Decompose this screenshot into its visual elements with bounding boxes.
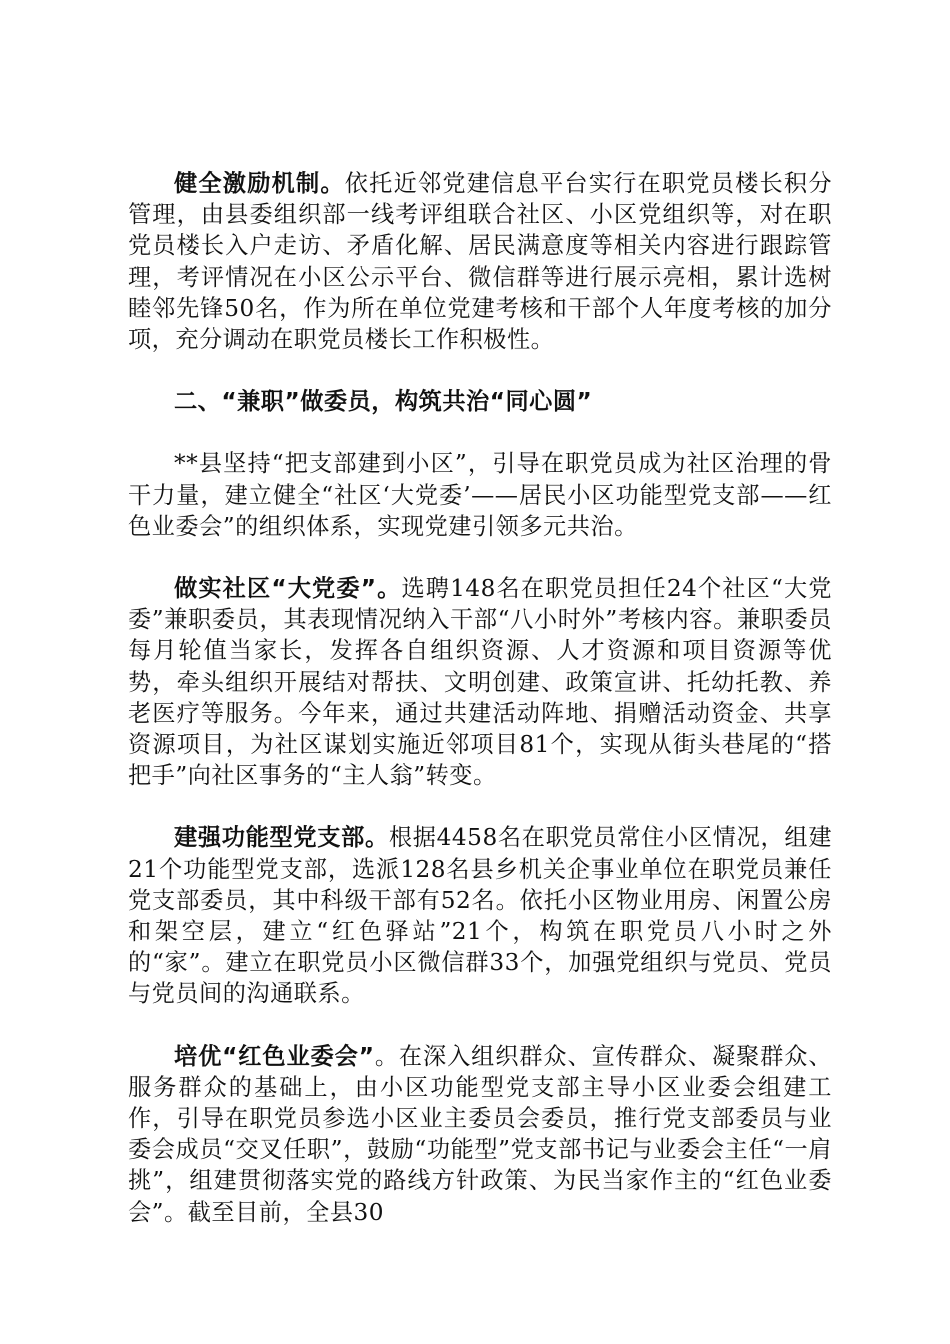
- document-page: [128, 168, 832, 1228]
- paragraph-text: 根据4458名在职党员常住小区情况，组建21个功能型党支部，选派128名县乡机关企事业单位在职党员兼任党支部委员，其中科级干部有52名。依托小区物业用房、闲置公房和架空层，建立“红色驿站”21个，构筑在职党员八小时之外的“家”。建立在职党员小区微信群33个，加强党组织与党员、党员与党员间的沟通联系。: [128, 824, 833, 1008]
- paragraph-text: 依托近邻党建信息平台实行在职党员楼长积分管理，由县委组织部一线考评组联合社区、小区党组织等，对在职党员楼长入户走访、矛盾化解、居民满意度等相关内容进行跟踪管理，考评情况在小区公示平台、微信群等进行展示亮相，累计选树睦邻先锋50名，作为所在单位党建考核和干部个人年度考核的加分项，充分调动在职党员楼长工作积极性。: [128, 170, 833, 354]
- paragraph-lead: 培优“红色业委会”: [174, 1042, 375, 1070]
- paragraph-text: **县坚持“把支部建到小区”，引导在职党员成为社区治理的骨干力量，建立健全“社区‘大党委’——居民小区功能型党支部——红色业委会”的组织体系，实现党建引领多元共治。: [128, 450, 832, 540]
- paragraph-community-party-committee: [128, 573, 832, 791]
- paragraph-lead: 做实社区“大党委”。: [174, 575, 402, 603]
- paragraph-county-overview: [128, 448, 832, 542]
- paragraph-incentive-mechanism: [128, 168, 832, 355]
- section-heading-two: 二、“兼职”做委员，构筑共治“同心圆”: [174, 388, 593, 416]
- paragraph-functional-branch: [128, 822, 832, 1009]
- paragraph-text: 选聘148名在职党员担任24个社区“大党委”兼职委员，其表现情况纳入干部“八小时外”考核内容。兼职委员每月轮值当家长，发挥各自组织资源、人才资源和项目资源等优势，牵头组织开展结对帮扶、文明创建、政策宣讲、托幼托教、养老医疗等服务。今年来，通过共建活动阵地、捐赠活动资金、共享资源项目，为社区谋划实施近邻项目81个，实现从街头巷尾的“搭把手”向社区事务的“主人翁”转变。: [128, 575, 832, 790]
- paragraph-text: 。在深入组织群众、宣传群众、凝聚群众、服务群众的基础上，由小区功能型党支部主导小区业委会组建工作，引导在职党员参选小区业主委员会委员，推行党支部委员与业委会成员“交叉任职”，鼓励“功能型”党支部书记与业委会主任“一肩挑”，组建贯彻落实党的路线方针政策、为民当家作主的“红色业委会”。截至目前，全县30: [128, 1042, 833, 1226]
- paragraph-lead: 建强功能型党支部。: [174, 824, 389, 852]
- paragraph-red-owners-committee: [128, 1041, 832, 1228]
- paragraph-lead: 健全激励机制。: [174, 170, 345, 197]
